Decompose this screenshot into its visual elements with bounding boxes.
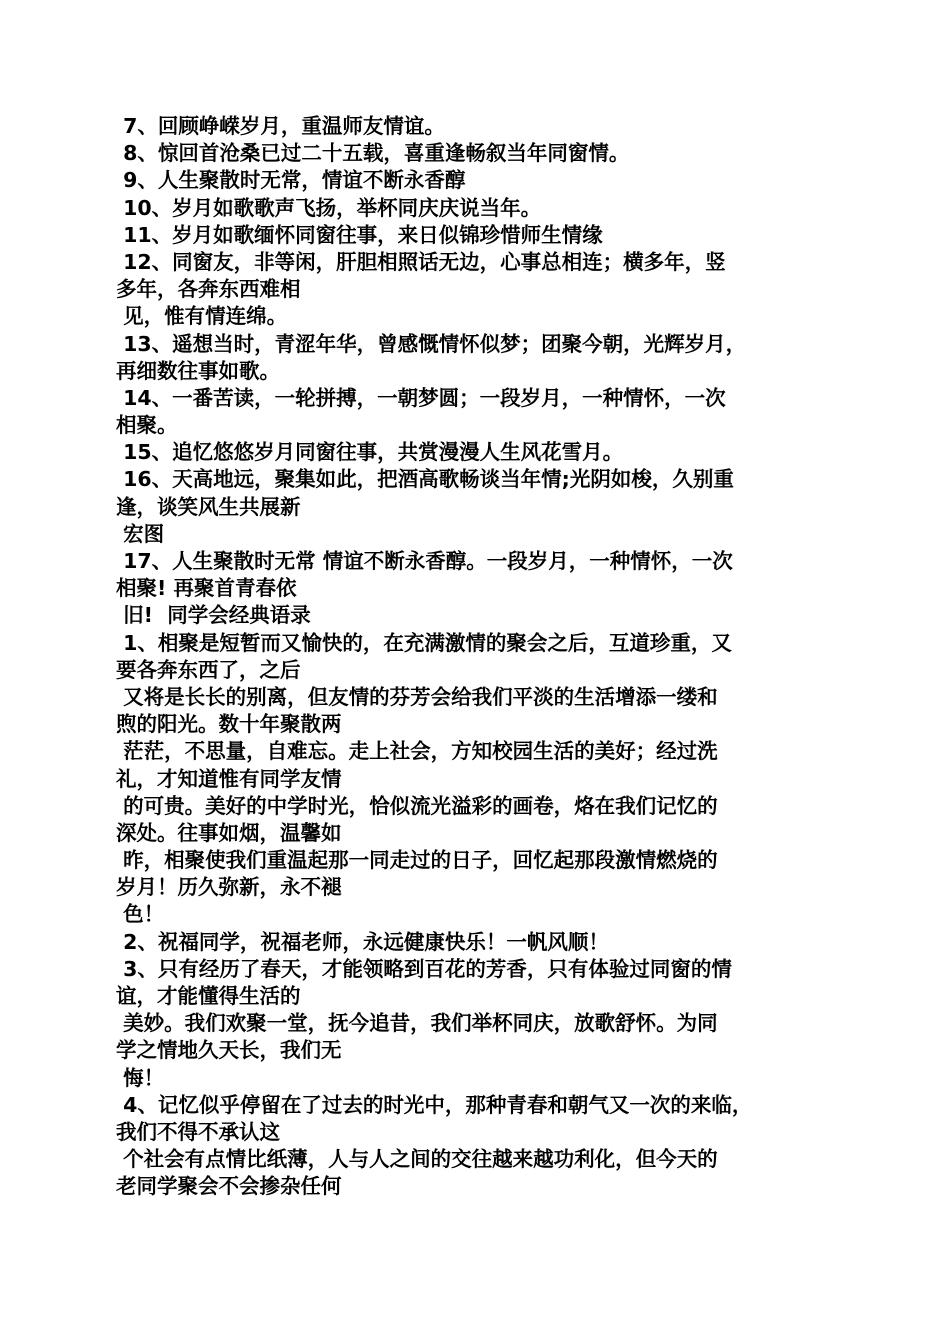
text-line: 老同学聚会不会掺杂任何 [116,1174,342,1199]
text-line: 煦的阳光。数十年聚散两 [116,712,342,737]
document-body-text [116,113,836,1201]
text-line: 14、一番苦读，一轮拼搏，一朝梦圆；一段岁月，一种情怀，一次 [116,385,726,410]
text-line: 9、人生聚散时无常，情谊不断永香醇 [116,168,466,193]
text-line: 16、天高地远，聚集如此，把酒高歌畅谈当年情;光阴如梭，久别重 [116,467,734,492]
text-line: 深处。往事如烟，温馨如 [116,820,342,845]
text-line: 17、人生聚散时无常 情谊不断永香醇。一段岁月，一种情怀，一次 [116,549,733,573]
text-line: 谊，才能懂得生活的 [116,984,301,1008]
text-line: 2、祝福同学，祝福老师，永远健康快乐！一帆风顺！ [116,929,609,954]
text-line: 8、惊回首沧桑已过二十五载，喜重逢畅叙当年同窗情。 [116,141,630,166]
text-line: 岁月！历久弥新，永不褪 [116,875,342,900]
text-line: 礼，才知道惟有同学友情 [116,766,342,791]
text-line: 见，惟有情连绵。 [116,304,288,329]
text-line: 13、遥想当时，青涩年华，曾感慨情怀似梦；团聚今朝，光辉岁月， [116,331,747,356]
text-line: 15、追忆悠悠岁月同窗往事，共赏漫漫人生风花雪月。 [116,440,624,465]
text-line: 的可贵。美好的中学时光，恰似流光溢彩的画卷，烙在我们记忆的 [116,793,718,818]
text-line: 4、记忆似乎停留在了过去的时光中，那种青春和朝气又一次的来临， [116,1092,753,1117]
text-line: 茫茫，不思量，自难忘。走上社会，方知校园生活的美好；经过洗 [116,739,718,764]
text-line: 10、岁月如歌歌声飞扬，举杯同庆庆说当年。 [116,195,542,220]
text-line: 我们不得不承认这 [116,1119,280,1144]
text-line: 11、岁月如歌缅怀同窗往事，来日似锦珍惜师生情缘 [116,222,603,247]
text-line: 多年，各奔东西难相 [116,277,301,302]
text-line: 12、同窗友，非等闲，肝胆相照话无边，心事总相连；横多年，竖 [116,249,726,274]
text-line: 要各奔东西了，之后 [116,657,301,682]
text-line: 昨，相聚使我们重温起那一同走过的日子，回忆起那段激情燃烧的 [116,848,718,873]
text-line: 色！ [116,902,165,927]
text-line: 相聚。 [116,413,178,438]
text-line: 相聚! 再聚首青春依 [116,576,297,601]
text-line: 个社会有点情比纸薄，人与人之间的交往越来越功利化，但今天的 [116,1147,718,1172]
text-line: 再细数往事如歌。 [116,358,280,383]
text-line: 7、回顾峥嵘岁月，重温师友情谊。 [116,114,445,138]
text-line: 旧! 同学会经典语录 [116,603,311,628]
text-line: 美妙。我们欢聚一堂，抚今追昔，我们举杯同庆，放歌舒怀。为同 [116,1011,718,1036]
text-line: 3、只有经历了春天，才能领略到百花的芳香，只有体验过同窗的情 [116,956,732,981]
text-line: 1、相聚是短暂而又愉快的，在充满激情的聚会之后，互道珍重，又 [116,630,732,655]
text-line: 又将是长长的别离，但友情的芬芳会给我们平淡的生活增添一缕和 [116,684,718,709]
text-line: 逢，谈笑风生共展新 [116,494,301,519]
text-line: 学之情地久天长，我们无 [116,1038,342,1063]
text-line: 悔！ [116,1065,165,1090]
text-line: 宏图 [116,521,165,546]
